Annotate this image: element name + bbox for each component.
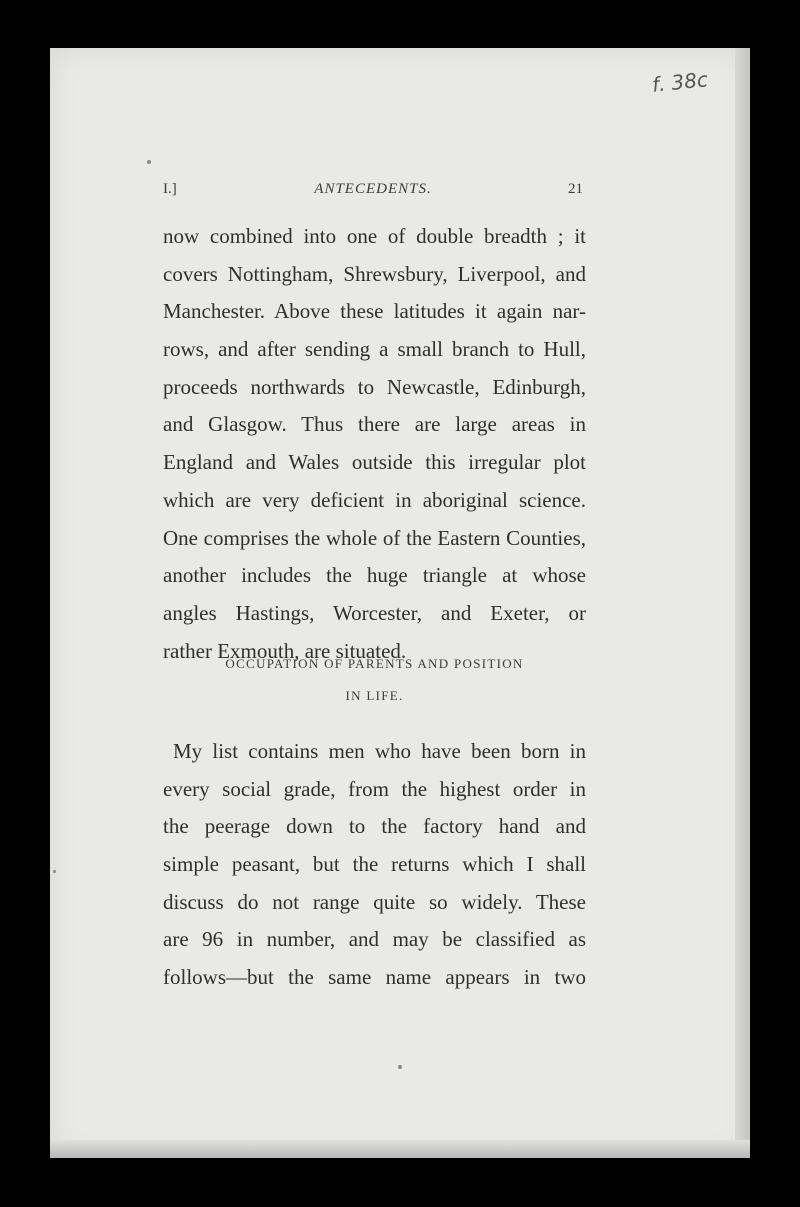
text-line: One comprises the whole of the Eastern Counties, bbox=[163, 525, 586, 550]
chapter-number: I.] bbox=[163, 181, 177, 197]
text-line: angles Hastings, Worcester, and Exeter, or bbox=[163, 600, 586, 625]
handwritten-folio-annotation: f. 38c bbox=[650, 67, 709, 97]
running-head bbox=[163, 181, 583, 205]
text-line: now combined into one of double breadth ; it bbox=[163, 224, 586, 248]
text-line: proceeds northwards to Newcastle, Edinburgh, bbox=[163, 374, 586, 399]
page-number: 21 bbox=[568, 181, 583, 197]
text-line: Manchester. Above these latitudes it again nar- bbox=[163, 299, 586, 324]
text-line: discuss do not range quite so widely. These bbox=[163, 889, 586, 914]
text-line: every social grade, from the highest order in bbox=[163, 776, 586, 801]
text-line: rows, and after sending a small branch to Hull, bbox=[163, 337, 586, 362]
paper-speck bbox=[147, 160, 151, 164]
text-line: which are very deficient in aboriginal science. bbox=[163, 487, 586, 512]
text-line: are 96 in number, and may be classified as bbox=[163, 927, 586, 952]
page-edge-shadow bbox=[735, 48, 750, 1158]
text-line: simple peasant, but the returns which I shall bbox=[163, 852, 586, 877]
text-line: another includes the huge triangle at whose bbox=[163, 563, 586, 588]
paper-speck bbox=[53, 870, 56, 873]
text-line: follows—but the same name appears in two bbox=[163, 965, 586, 990]
text-line: covers Nottingham, Shrewsbury, Liverpool, and bbox=[163, 261, 586, 286]
paragraph-occupation bbox=[163, 733, 586, 997]
text-line: My list contains men who have been born in bbox=[173, 739, 586, 763]
text-line: rather Exmouth, are situated. bbox=[163, 638, 407, 663]
page-bottom-shadow bbox=[50, 1140, 750, 1158]
running-title: ANTECEDENTS. bbox=[314, 181, 432, 197]
paragraph-latitudes bbox=[163, 218, 586, 670]
section-heading-continuation: IN LIFE. bbox=[345, 688, 404, 703]
section-heading: OCCUPATION OF PARENTS AND POSITION bbox=[225, 656, 524, 671]
text-line: the peerage down to the factory hand and bbox=[163, 814, 586, 839]
text-line: England and Wales outside this irregular plot bbox=[163, 450, 586, 475]
paper-speck bbox=[398, 1065, 402, 1069]
text-line: and Glasgow. Thus there are large areas in bbox=[163, 412, 586, 437]
